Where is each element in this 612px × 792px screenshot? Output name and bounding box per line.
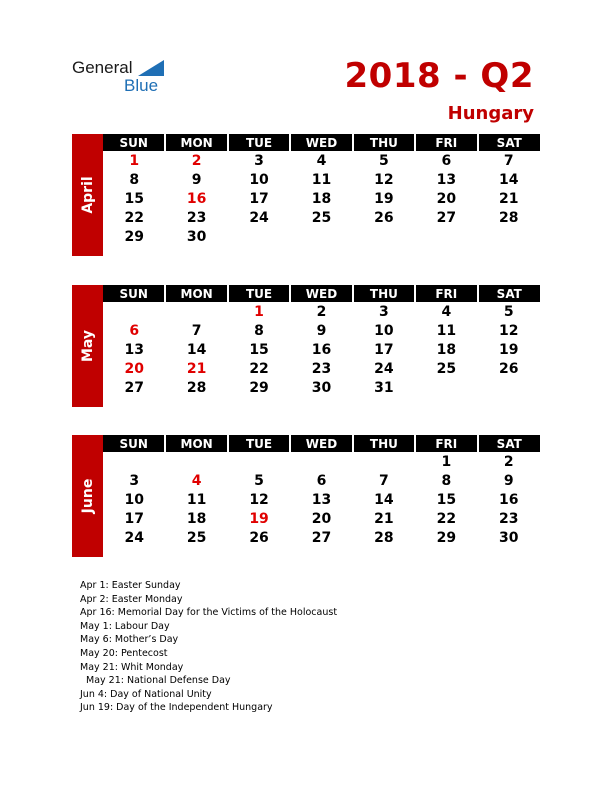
day-cell: 1 bbox=[441, 453, 452, 470]
weekday-header: SAT bbox=[478, 285, 540, 302]
day-cell bbox=[103, 302, 165, 321]
day-cell: 6 bbox=[441, 152, 452, 169]
day-cell bbox=[478, 378, 540, 397]
day-cell: 5 bbox=[254, 472, 264, 489]
day-cell: 9 bbox=[503, 472, 514, 489]
day-cell: 20 bbox=[124, 360, 144, 377]
day-cell: 29 bbox=[124, 228, 144, 245]
day-cell: 11 bbox=[311, 171, 332, 188]
day-cell: 22 bbox=[436, 510, 457, 527]
day-cell: 21 bbox=[499, 190, 519, 207]
page-title: 2018 - Q2 bbox=[344, 56, 534, 96]
weekday-header: THU bbox=[353, 435, 415, 452]
day-cell bbox=[290, 227, 352, 246]
day-cell bbox=[103, 397, 165, 416]
day-cell bbox=[290, 246, 352, 265]
day-cell: 22 bbox=[124, 209, 144, 226]
day-cell: 22 bbox=[249, 360, 269, 377]
country-name: Hungary bbox=[447, 103, 534, 124]
day-cell: 25 bbox=[436, 360, 457, 377]
day-cell: 2 bbox=[191, 152, 202, 169]
day-cell: 20 bbox=[436, 190, 457, 207]
day-cell: 18 bbox=[311, 190, 332, 207]
day-cell bbox=[165, 547, 227, 566]
day-cell: 11 bbox=[186, 491, 207, 508]
day-cell: 4 bbox=[441, 303, 452, 320]
day-cell: 3 bbox=[379, 303, 389, 320]
day-cell: 13 bbox=[436, 171, 457, 188]
day-cell: 24 bbox=[374, 360, 394, 377]
day-cell bbox=[415, 227, 477, 246]
day-cell: 30 bbox=[311, 379, 332, 396]
day-cell: 2 bbox=[316, 303, 327, 320]
week-row bbox=[103, 151, 540, 170]
weekday-header: FRI bbox=[415, 435, 477, 452]
holiday-note: Apr 1: Easter Sunday bbox=[80, 580, 181, 591]
weekday-header: WED bbox=[290, 435, 352, 452]
day-cell bbox=[290, 452, 352, 471]
holiday-note: May 20: Pentecost bbox=[80, 647, 168, 659]
day-cell bbox=[478, 547, 540, 566]
holiday-note: May 1: Labour Day bbox=[80, 620, 170, 632]
day-cell: 31 bbox=[374, 379, 394, 396]
weekday-header: THU bbox=[353, 285, 415, 302]
week-row bbox=[103, 547, 540, 566]
week-row bbox=[103, 189, 540, 208]
day-cell: 26 bbox=[499, 360, 519, 377]
day-cell bbox=[353, 227, 415, 246]
week-row bbox=[103, 471, 540, 490]
holiday-note: Apr 2: Easter Monday bbox=[80, 593, 183, 605]
day-cell bbox=[478, 397, 540, 416]
day-cell bbox=[165, 397, 227, 416]
weekday-header: MON bbox=[165, 285, 227, 302]
day-cell: 5 bbox=[503, 303, 514, 320]
day-cell: 28 bbox=[374, 529, 394, 546]
day-cell bbox=[228, 246, 290, 265]
day-cell: 27 bbox=[311, 529, 332, 546]
logo-text-general: General bbox=[72, 58, 133, 77]
week-row bbox=[103, 340, 540, 359]
day-cell: 12 bbox=[249, 491, 269, 508]
logo-triangle-icon bbox=[138, 60, 164, 76]
day-cell: 8 bbox=[441, 472, 452, 489]
day-cell: 25 bbox=[186, 529, 207, 546]
day-cell: 10 bbox=[374, 322, 394, 339]
day-cell bbox=[415, 246, 477, 265]
holiday-note: May 6: Mother’s Day bbox=[80, 634, 179, 646]
day-cell bbox=[290, 547, 352, 566]
day-cell: 26 bbox=[249, 529, 269, 546]
day-cell: 21 bbox=[186, 360, 207, 377]
week-row bbox=[103, 321, 540, 340]
day-cell bbox=[165, 452, 227, 471]
weekday-header: WED bbox=[290, 134, 352, 151]
weekday-header-row bbox=[103, 285, 540, 302]
week-row bbox=[103, 452, 540, 471]
holiday-note: May 21: Whit Monday bbox=[80, 661, 184, 673]
day-cell: 30 bbox=[186, 228, 207, 245]
day-cell: 26 bbox=[374, 209, 394, 226]
day-cell bbox=[228, 452, 290, 471]
day-cell bbox=[478, 246, 540, 265]
day-cell bbox=[478, 227, 540, 246]
month-name: June bbox=[79, 478, 96, 514]
day-cell: 30 bbox=[499, 529, 519, 546]
month-name: April bbox=[79, 176, 96, 214]
holiday-note: Apr 16: Memorial Day for the Victims of the Holocaust bbox=[80, 607, 338, 619]
day-cell: 18 bbox=[186, 510, 207, 527]
day-cell: 7 bbox=[503, 152, 514, 169]
day-cell: 28 bbox=[499, 209, 519, 226]
day-cell: 7 bbox=[379, 472, 389, 489]
week-row bbox=[103, 397, 540, 416]
day-cell: 17 bbox=[374, 341, 394, 358]
day-cell: 14 bbox=[186, 341, 207, 358]
day-cell: 17 bbox=[124, 510, 144, 527]
day-cell: 1 bbox=[254, 303, 264, 320]
day-cell bbox=[103, 246, 165, 265]
weekday-header: SUN bbox=[103, 134, 165, 151]
weekday-header: TUE bbox=[228, 285, 290, 302]
week-row bbox=[103, 359, 540, 378]
week-row bbox=[103, 208, 540, 227]
day-cell: 19 bbox=[374, 190, 394, 207]
week-row bbox=[103, 509, 540, 528]
month-calendar-grid bbox=[103, 285, 540, 416]
day-cell bbox=[353, 452, 415, 471]
day-cell: 10 bbox=[124, 491, 144, 508]
holiday-note: Jun 19: Day of the Independent Hungary bbox=[80, 702, 273, 714]
day-cell: 5 bbox=[379, 152, 389, 169]
day-cell: 18 bbox=[436, 341, 457, 358]
day-cell: 23 bbox=[499, 510, 519, 527]
week-row bbox=[103, 490, 540, 509]
week-row bbox=[103, 227, 540, 246]
day-cell: 12 bbox=[374, 171, 394, 188]
weekday-header: TUE bbox=[228, 435, 290, 452]
day-cell: 14 bbox=[499, 171, 519, 188]
day-cell: 29 bbox=[249, 379, 269, 396]
weekday-header: MON bbox=[165, 435, 227, 452]
day-cell: 19 bbox=[249, 510, 269, 527]
month-label bbox=[72, 134, 103, 256]
day-cell bbox=[415, 547, 477, 566]
day-cell: 6 bbox=[129, 322, 140, 339]
weekday-header: SUN bbox=[103, 285, 165, 302]
day-cell: 14 bbox=[374, 491, 394, 508]
day-cell: 21 bbox=[374, 510, 394, 527]
day-cell: 11 bbox=[436, 322, 457, 339]
weekday-header: SUN bbox=[103, 435, 165, 452]
month-block-april bbox=[72, 134, 540, 256]
day-cell: 27 bbox=[436, 209, 457, 226]
day-cell: 16 bbox=[499, 491, 519, 508]
weekday-header: FRI bbox=[415, 285, 477, 302]
general-blue-logo bbox=[72, 58, 172, 98]
day-cell: 17 bbox=[249, 190, 269, 207]
day-cell bbox=[103, 547, 165, 566]
day-cell: 19 bbox=[499, 341, 519, 358]
weekday-header-row bbox=[103, 435, 540, 452]
day-cell: 23 bbox=[311, 360, 332, 377]
day-cell bbox=[228, 227, 290, 246]
day-cell: 3 bbox=[254, 152, 264, 169]
month-block-may bbox=[72, 285, 540, 407]
day-cell: 28 bbox=[186, 379, 207, 396]
day-cell bbox=[353, 397, 415, 416]
day-cell: 20 bbox=[311, 510, 332, 527]
day-cell bbox=[228, 547, 290, 566]
week-row bbox=[103, 528, 540, 547]
day-cell: 24 bbox=[124, 529, 144, 546]
month-label bbox=[72, 285, 103, 407]
day-cell: 27 bbox=[124, 379, 144, 396]
day-cell bbox=[290, 397, 352, 416]
day-cell: 15 bbox=[124, 190, 144, 207]
day-cell: 25 bbox=[311, 209, 332, 226]
month-calendar-grid bbox=[103, 435, 540, 566]
day-cell bbox=[165, 302, 227, 321]
weekday-header: THU bbox=[353, 134, 415, 151]
holiday-note: May 21: National Defense Day bbox=[86, 675, 231, 687]
day-cell bbox=[228, 397, 290, 416]
day-cell bbox=[415, 397, 477, 416]
day-cell: 13 bbox=[124, 341, 144, 358]
holiday-notes bbox=[80, 579, 337, 715]
day-cell: 16 bbox=[186, 190, 207, 207]
day-cell: 6 bbox=[316, 472, 327, 489]
day-cell: 8 bbox=[129, 171, 140, 188]
day-cell: 15 bbox=[436, 491, 457, 508]
logo-text-blue: Blue bbox=[124, 76, 159, 95]
day-cell: 4 bbox=[316, 152, 327, 169]
day-cell: 7 bbox=[191, 322, 202, 339]
day-cell: 9 bbox=[191, 171, 202, 188]
week-row bbox=[103, 246, 540, 265]
day-cell bbox=[353, 547, 415, 566]
day-cell: 15 bbox=[249, 341, 269, 358]
month-name: May bbox=[79, 329, 96, 363]
day-cell: 8 bbox=[254, 322, 264, 339]
weekday-header: SAT bbox=[478, 435, 540, 452]
month-block-june bbox=[72, 435, 540, 557]
day-cell bbox=[103, 452, 165, 471]
weekday-header: WED bbox=[290, 285, 352, 302]
weekday-header: TUE bbox=[228, 134, 290, 151]
day-cell: 9 bbox=[316, 322, 327, 339]
day-cell: 29 bbox=[436, 529, 457, 546]
month-label bbox=[72, 435, 103, 557]
day-cell: 24 bbox=[249, 209, 269, 226]
day-cell: 10 bbox=[249, 171, 269, 188]
day-cell: 13 bbox=[311, 491, 332, 508]
day-cell: 1 bbox=[129, 152, 140, 169]
day-cell bbox=[415, 378, 477, 397]
weekday-header: SAT bbox=[478, 134, 540, 151]
day-cell: 3 bbox=[129, 472, 140, 489]
week-row bbox=[103, 302, 540, 321]
weekday-header: FRI bbox=[415, 134, 477, 151]
holiday-note: Jun 4: Day of National Unity bbox=[80, 688, 212, 700]
day-cell: 16 bbox=[311, 341, 332, 358]
weekday-header-row bbox=[103, 134, 540, 151]
month-calendar-grid bbox=[103, 134, 540, 265]
day-cell: 2 bbox=[503, 453, 514, 470]
day-cell bbox=[165, 246, 227, 265]
weekday-header: MON bbox=[165, 134, 227, 151]
day-cell bbox=[353, 246, 415, 265]
day-cell: 23 bbox=[186, 209, 207, 226]
week-row bbox=[103, 170, 540, 189]
day-cell: 4 bbox=[191, 472, 202, 489]
day-cell: 12 bbox=[499, 322, 519, 339]
week-row bbox=[103, 378, 540, 397]
